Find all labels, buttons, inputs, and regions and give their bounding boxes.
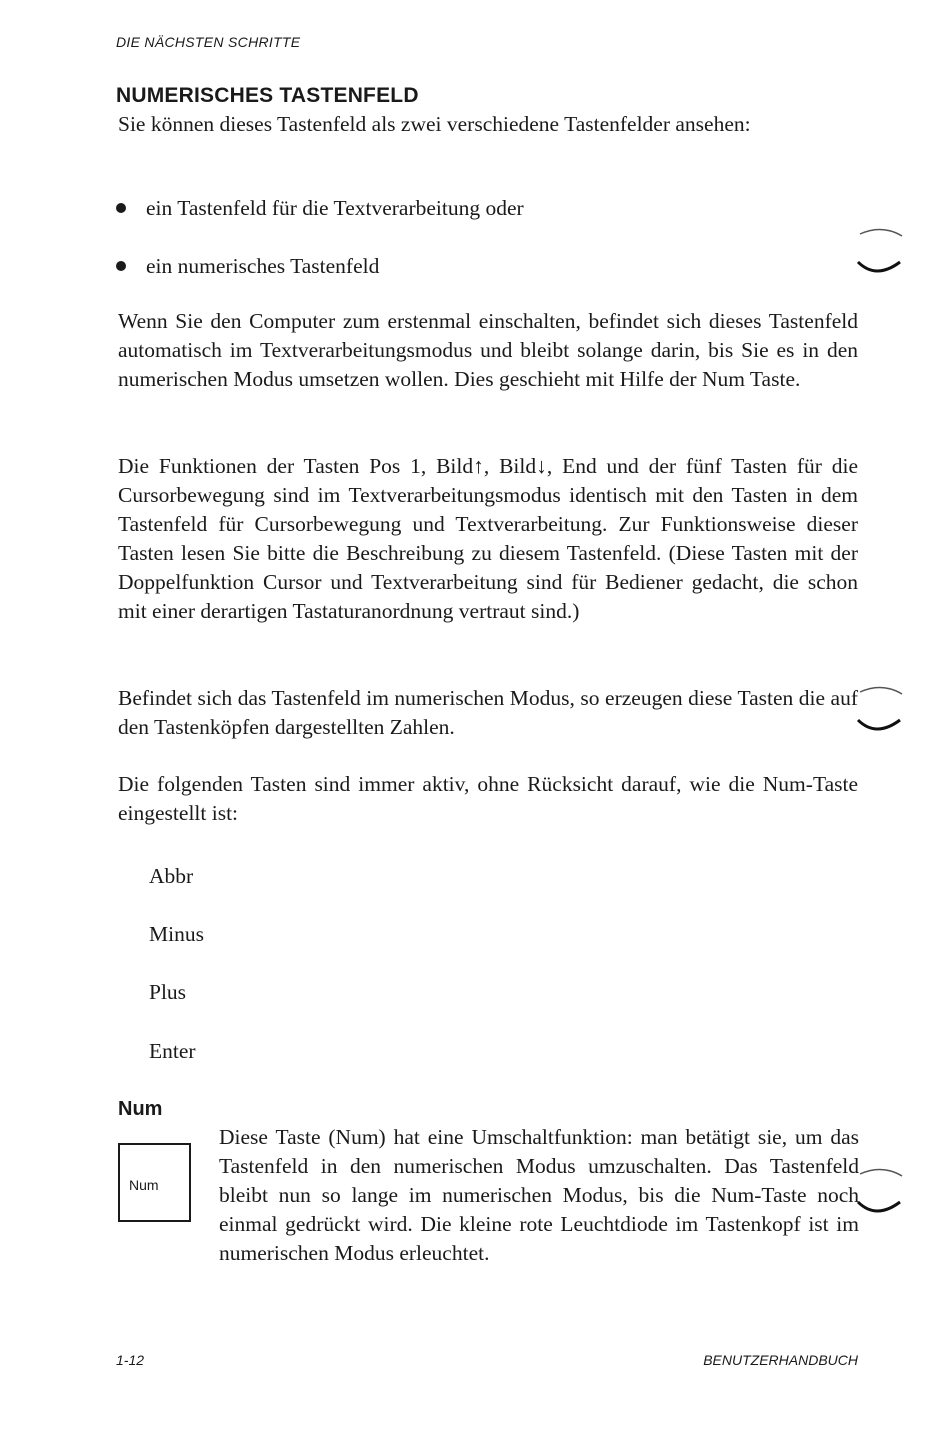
intro-paragraph: Sie können dieses Tastenfeld als zwei verschiedene Tastenfelder ansehen: bbox=[118, 112, 751, 136]
bullet-dot-icon bbox=[116, 261, 126, 271]
num-keycap-illustration bbox=[118, 1143, 191, 1222]
bullet-item bbox=[116, 194, 524, 223]
always-active-key: Abbr bbox=[149, 864, 194, 888]
binder-hole-icon bbox=[852, 680, 912, 750]
keycap-label: Num bbox=[129, 1177, 159, 1193]
num-key-description: Diese Taste (Num) hat eine Umschaltfunktion: man betätigt sie, um das Tastenfeld in den numerischen Modus umzuschalten. Das Tastenfeld bleibt nun so lange im numerischen Modus, bis die Num-Taste noch einmal gedrückt wird. Die kleine rote Leuchtdiode im Tastenkopf ist im numerischen Modus erleuchtet. bbox=[219, 1125, 859, 1265]
page-number: 1-12 bbox=[116, 1352, 145, 1368]
always-active-key: Enter bbox=[149, 1039, 196, 1063]
paragraph-dual-function: Die Funktionen der Tasten Pos 1, Bild↑, Bild↓, End und der fünf Tasten für die Cursorbewegung sind im Textverarbeitungsmodus identisch mit den Tasten in dem Tastenfeld für Cursorbewegung und Textverarbeitung. Zur Funktionsweise dieser Tasten lesen Sie bitte die Beschreibung zu diesem Tastenfeld. (Diese Tasten mit der Doppelfunktion Cursor und Textverarbeitung sind für Bediener gedacht, die schon mit einer derartigen Tastaturanordnung vertraut sind.) bbox=[118, 454, 858, 623]
footer-book-title: BENUTZERHANDBUCH bbox=[703, 1352, 858, 1368]
always-active-key: Plus bbox=[149, 980, 187, 1004]
bullet-text: ein Tastenfeld für die Textverarbeitung oder bbox=[146, 196, 524, 220]
running-header: DIE NÄCHSTEN SCHRITTE bbox=[116, 34, 301, 50]
num-key-heading: Num bbox=[118, 1098, 163, 1120]
paragraph-startup-mode: Wenn Sie den Computer zum erstenmal einschalten, befindet sich dieses Tastenfeld automatisch im Textverarbeitungsmodus und bleibt solange darin, bis Sie es in den numerischen Modus umsetzen wollen. Dies geschieht mit Hilfe der Num Taste. bbox=[118, 309, 858, 391]
bullet-item bbox=[116, 252, 379, 281]
paragraph-numeric-mode: Befindet sich das Tastenfeld im numerischen Modus, so erzeugen diese Tasten die auf den Tastenköpfen dargestellten Zahlen. bbox=[118, 686, 858, 739]
binder-hole-icon bbox=[852, 1162, 912, 1232]
section-title: NUMERISCHES TASTENFELD bbox=[116, 84, 419, 107]
paragraph-always-active: Die folgenden Tasten sind immer aktiv, ohne Rücksicht darauf, wie die Num-Taste eingestellt ist: bbox=[118, 772, 858, 825]
bullet-dot-icon bbox=[116, 203, 126, 213]
always-active-key: Minus bbox=[149, 922, 204, 946]
binder-hole-icon bbox=[852, 222, 912, 292]
bullet-text: ein numerisches Tastenfeld bbox=[146, 254, 380, 278]
